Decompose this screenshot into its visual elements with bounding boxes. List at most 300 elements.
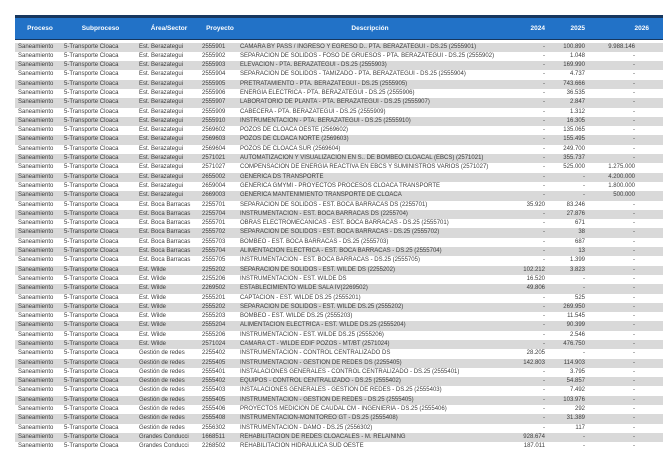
table-row bbox=[15, 145, 663, 154]
cell-y2024: - bbox=[500, 70, 552, 79]
cell-y2024: - bbox=[500, 145, 552, 154]
cell-descripcion: INSTRUMENTACIÓN - PTA. BERAZATEGUI - DS.25 (2555910) bbox=[238, 117, 500, 126]
cell-y2025: 3.823 bbox=[552, 266, 594, 275]
cell-area: Grandes Conducci bbox=[137, 433, 199, 442]
column-header-proceso: Proceso bbox=[15, 17, 62, 40]
cell-proceso: Saneamiento bbox=[15, 275, 62, 284]
table-row bbox=[15, 312, 663, 321]
cell-subproceso: 5-Transporte Cloaca bbox=[62, 154, 137, 163]
cell-proceso: Saneamiento bbox=[15, 386, 62, 395]
cell-area: Est. Wilde bbox=[137, 284, 199, 293]
cell-proyecto: 2571027 bbox=[199, 163, 238, 172]
table-row bbox=[15, 396, 663, 405]
table-row bbox=[15, 61, 663, 70]
cell-area: Est. Wilde bbox=[137, 294, 199, 303]
cell-area: Est. Berazategui bbox=[137, 52, 199, 61]
cell-y2026: - bbox=[594, 405, 663, 414]
cell-area: Est. Wilde bbox=[137, 340, 199, 349]
cell-y2024: - bbox=[500, 256, 552, 265]
cell-descripcion: GENÉRICA DS TRANSPORTE bbox=[238, 173, 500, 182]
column-header-proyecto: Proyecto bbox=[199, 17, 238, 40]
cell-y2026: - bbox=[594, 256, 663, 265]
cell-y2026: - bbox=[594, 219, 663, 228]
cell-proceso: Saneamiento bbox=[15, 284, 62, 293]
cell-proyecto: 2555905 bbox=[199, 80, 238, 89]
cell-y2024: 49.806 bbox=[500, 284, 552, 293]
cell-y2025: 2.546 bbox=[552, 331, 594, 340]
cell-descripcion: POZOS DE CLOACA NORTE (2569603) bbox=[238, 135, 500, 144]
cell-subproceso: 5-Transporte Cloaca bbox=[62, 321, 137, 330]
cell-y2025: 135.065 bbox=[552, 126, 594, 135]
cell-proceso: Saneamiento bbox=[15, 228, 62, 237]
cell-subproceso: 5-Transporte Cloaca bbox=[62, 173, 137, 182]
cell-proceso: Saneamiento bbox=[15, 98, 62, 107]
cell-y2024: - bbox=[500, 238, 552, 247]
cell-y2026: - bbox=[594, 294, 663, 303]
cell-y2025: 525 bbox=[552, 294, 594, 303]
cell-proyecto: 2555910 bbox=[199, 117, 238, 126]
cell-proceso: Saneamiento bbox=[15, 108, 62, 117]
cell-y2024: 142.803 bbox=[500, 359, 552, 368]
cell-proceso: Saneamiento bbox=[15, 80, 62, 89]
cell-descripcion: BOMBEO - EST. BOCA BARRACAS - DS.25 (2555703) bbox=[238, 238, 500, 247]
cell-descripcion: SEPARACIÓN DE SÓLIDOS - FOSO DE GRUESOS - PTA. BERAZATEGUI - DS.25 (2555902) bbox=[238, 52, 500, 61]
cell-proceso: Saneamiento bbox=[15, 377, 62, 386]
cell-y2024: 187.011 bbox=[500, 442, 552, 451]
cell-y2026: - bbox=[594, 433, 663, 442]
cell-descripcion: POZOS DE CLOACA OESTE (2569602) bbox=[238, 126, 500, 135]
cell-proyecto: 2255701 bbox=[199, 201, 238, 210]
cell-y2025: 16.305 bbox=[552, 117, 594, 126]
projects-table bbox=[15, 15, 663, 452]
cell-proyecto: 2555904 bbox=[199, 70, 238, 79]
cell-subproceso: 5-Transporte Cloaca bbox=[62, 201, 137, 210]
cell-area: Grandes Conducci bbox=[137, 442, 199, 451]
cell-y2026: - bbox=[594, 247, 663, 256]
cell-proceso: Saneamiento bbox=[15, 266, 62, 275]
table-row bbox=[15, 89, 663, 98]
cell-y2026: - bbox=[594, 266, 663, 275]
cell-y2024: 928.674 bbox=[500, 433, 552, 442]
cell-descripcion: LABORATORIO DE PLANTA - PTA. BERAZATEGUI - DS.25 (2555907) bbox=[238, 98, 500, 107]
cell-y2026: - bbox=[594, 396, 663, 405]
cell-y2025: - bbox=[552, 275, 594, 284]
cell-y2026: - bbox=[594, 331, 663, 340]
cell-subproceso: 5-Transporte Cloaca bbox=[62, 424, 137, 433]
cell-y2025: 7.492 bbox=[552, 386, 594, 395]
cell-proyecto: 2655002 bbox=[199, 173, 238, 182]
cell-descripcion: ELEVACIÓN - PTA. BERAZATEGUI - DS.25 (2555903) bbox=[238, 61, 500, 70]
cell-area: Est. Berazategui bbox=[137, 154, 199, 163]
table-row bbox=[15, 275, 663, 284]
cell-y2026: - bbox=[594, 238, 663, 247]
table-row bbox=[15, 414, 663, 423]
cell-y2025: 117 bbox=[552, 424, 594, 433]
cell-y2025: 525.000 bbox=[552, 163, 594, 172]
cell-y2026: 1.275.000 bbox=[594, 163, 663, 172]
cell-area: Est. Wilde bbox=[137, 266, 199, 275]
cell-area: Est. Berazategui bbox=[137, 126, 199, 135]
cell-descripcion: PROYECTOS MEDICION DE CAUDAL CM - INGENIERIA - DS.25 (2555406) bbox=[238, 405, 500, 414]
table-row bbox=[15, 117, 663, 126]
cell-descripcion: ALIMENTACIÓN ELECTRICA - EST. WILDE DS.25 (2555204) bbox=[238, 321, 500, 330]
cell-y2025: 155.495 bbox=[552, 135, 594, 144]
cell-proyecto: 2555401 bbox=[199, 368, 238, 377]
cell-proyecto: 2555702 bbox=[199, 228, 238, 237]
cell-y2026: - bbox=[594, 303, 663, 312]
cell-subproceso: 5-Transporte Cloaca bbox=[62, 61, 137, 70]
cell-y2025: - bbox=[552, 191, 594, 200]
cell-area: Est. Boca Barracas bbox=[137, 228, 199, 237]
cell-proyecto: 2555406 bbox=[199, 405, 238, 414]
cell-y2026: - bbox=[594, 424, 663, 433]
cell-subproceso: 5-Transporte Cloaca bbox=[62, 303, 137, 312]
cell-y2026: - bbox=[594, 377, 663, 386]
cell-y2024: - bbox=[500, 377, 552, 386]
cell-y2024: - bbox=[500, 80, 552, 89]
cell-y2026: - bbox=[594, 321, 663, 330]
cell-proyecto: 2571024 bbox=[199, 340, 238, 349]
cell-proceso: Saneamiento bbox=[15, 331, 62, 340]
cell-y2024: - bbox=[500, 219, 552, 228]
column-header-2026: 2026 bbox=[594, 17, 663, 40]
cell-proceso: Saneamiento bbox=[15, 359, 62, 368]
cell-area: Est. Boca Barracas bbox=[137, 247, 199, 256]
cell-area: Est. Berazategui bbox=[137, 89, 199, 98]
cell-y2026: - bbox=[594, 368, 663, 377]
cell-area: Gestión de redes bbox=[137, 349, 199, 358]
cell-descripcion: OBRAS ELECTROMECANICAS - EST. BOCA BARRACAS - DS.25 (2555701) bbox=[238, 219, 500, 228]
cell-y2025: 90.399 bbox=[552, 321, 594, 330]
table-row bbox=[15, 219, 663, 228]
cell-y2025: 31.389 bbox=[552, 414, 594, 423]
cell-proceso: Saneamiento bbox=[15, 201, 62, 210]
cell-descripcion: INSTRUMENTACIÓN - EST. WILDE DS bbox=[238, 275, 500, 284]
table-row bbox=[15, 368, 663, 377]
cell-subproceso: 5-Transporte Cloaca bbox=[62, 340, 137, 349]
cell-y2026: - bbox=[594, 201, 663, 210]
cell-area: Gestión de redes bbox=[137, 414, 199, 423]
cell-subproceso: 5-Transporte Cloaca bbox=[62, 135, 137, 144]
cell-y2024: 35.920 bbox=[500, 201, 552, 210]
table-row bbox=[15, 294, 663, 303]
table-body bbox=[15, 40, 663, 452]
table-row bbox=[15, 108, 663, 117]
cell-proyecto: 2569603 bbox=[199, 135, 238, 144]
cell-y2025: 11.545 bbox=[552, 312, 594, 321]
cell-proceso: Saneamiento bbox=[15, 247, 62, 256]
cell-descripcion: SEPARACIÓN DE SÓLIDOS - TAMIZADO - PTA. BERAZATEGUI - DS.25 (2555904) bbox=[238, 70, 500, 79]
cell-y2025: 103.976 bbox=[552, 396, 594, 405]
cell-y2026: - bbox=[594, 340, 663, 349]
cell-proceso: Saneamiento bbox=[15, 349, 62, 358]
cell-y2026: - bbox=[594, 117, 663, 126]
cell-proyecto: 2255704 bbox=[199, 210, 238, 219]
cell-area: Est. Wilde bbox=[137, 312, 199, 321]
cell-proyecto: 2555202 bbox=[199, 303, 238, 312]
table-row bbox=[15, 182, 663, 191]
cell-proceso: Saneamiento bbox=[15, 52, 62, 61]
cell-descripcion: EQUIPOS - CONTROL CENTRALIZADO - DS.25 (2555402) bbox=[238, 377, 500, 386]
cell-y2025: 83.246 bbox=[552, 201, 594, 210]
cell-y2024: - bbox=[500, 135, 552, 144]
cell-proceso: Saneamiento bbox=[15, 368, 62, 377]
cell-subproceso: 5-Transporte Cloaca bbox=[62, 228, 137, 237]
cell-area: Est. Wilde bbox=[137, 321, 199, 330]
cell-proyecto: 2268502 bbox=[199, 442, 238, 451]
cell-descripcion: INSTRUMENTACIÓN - GESTIÓN DE REDES DS (2255405) bbox=[238, 359, 500, 368]
cell-proyecto: 2555901 bbox=[199, 43, 238, 52]
cell-y2024: - bbox=[500, 405, 552, 414]
cell-area: Gestión de redes bbox=[137, 368, 199, 377]
cell-proyecto: 2571021 bbox=[199, 154, 238, 163]
cell-subproceso: 5-Transporte Cloaca bbox=[62, 238, 137, 247]
cell-descripcion: CAPTACIÓN - EST. WILDE DS.25 (2555201) bbox=[238, 294, 500, 303]
cell-subproceso: 5-Transporte Cloaca bbox=[62, 98, 137, 107]
cell-y2026: - bbox=[594, 98, 663, 107]
cell-y2025: - bbox=[552, 433, 594, 442]
cell-y2026: 500.000 bbox=[594, 191, 663, 200]
cell-area: Est. Berazategui bbox=[137, 117, 199, 126]
cell-subproceso: 5-Transporte Cloaca bbox=[62, 386, 137, 395]
cell-y2024: - bbox=[500, 331, 552, 340]
cell-area: Est. Berazategui bbox=[137, 135, 199, 144]
cell-proyecto: 2556302 bbox=[199, 424, 238, 433]
cell-proyecto: 2669003 bbox=[199, 191, 238, 200]
cell-y2024: - bbox=[500, 108, 552, 117]
cell-subproceso: 5-Transporte Cloaca bbox=[62, 442, 137, 451]
cell-subproceso: 5-Transporte Cloaca bbox=[62, 163, 137, 172]
cell-y2025: 38 bbox=[552, 228, 594, 237]
cell-subproceso: 5-Transporte Cloaca bbox=[62, 414, 137, 423]
cell-proceso: Saneamiento bbox=[15, 210, 62, 219]
cell-descripcion: COMPENSACIÓN DE ENERGÍA REACTIVA EN EBCS Y SUMINISTROS VARIOS (2571027) bbox=[238, 163, 500, 172]
cell-y2024: - bbox=[500, 396, 552, 405]
table-row bbox=[15, 331, 663, 340]
table-row bbox=[15, 321, 663, 330]
cell-area: Gestión de redes bbox=[137, 405, 199, 414]
cell-subproceso: 5-Transporte Cloaca bbox=[62, 247, 137, 256]
cell-y2024: - bbox=[500, 312, 552, 321]
cell-y2026: 4.200.000 bbox=[594, 173, 663, 182]
table-row bbox=[15, 135, 663, 144]
cell-y2026: - bbox=[594, 210, 663, 219]
cell-y2025: 743.666 bbox=[552, 80, 594, 89]
cell-y2025: 100.890 bbox=[552, 43, 594, 52]
cell-y2025: 54.857 bbox=[552, 377, 594, 386]
cell-subproceso: 5-Transporte Cloaca bbox=[62, 359, 137, 368]
cell-proceso: Saneamiento bbox=[15, 256, 62, 265]
table-row bbox=[15, 405, 663, 414]
table-row bbox=[15, 126, 663, 135]
cell-subproceso: 5-Transporte Cloaca bbox=[62, 182, 137, 191]
cell-proceso: Saneamiento bbox=[15, 89, 62, 98]
column-header-area-sector: Área/Sector bbox=[137, 17, 199, 40]
cell-y2025: 1.048 bbox=[552, 52, 594, 61]
cell-proceso: Saneamiento bbox=[15, 442, 62, 451]
cell-subproceso: 5-Transporte Cloaca bbox=[62, 210, 137, 219]
cell-descripcion: INSTRUMENTACIÓN - EST. BOCA BARRACAS DS (2255704) bbox=[238, 210, 500, 219]
cell-proyecto: 2269502 bbox=[199, 284, 238, 293]
cell-area: Est. Berazategui bbox=[137, 163, 199, 172]
cell-descripcion: BOMBEO - EST. WILDE DS.25 (2555203) bbox=[238, 312, 500, 321]
table-row bbox=[15, 442, 663, 451]
cell-y2025: 114.903 bbox=[552, 359, 594, 368]
cell-y2025: 36.535 bbox=[552, 89, 594, 98]
cell-y2024: - bbox=[500, 414, 552, 423]
cell-y2025: 355.737 bbox=[552, 154, 594, 163]
cell-proyecto: 2555907 bbox=[199, 98, 238, 107]
cell-y2025: 1.399 bbox=[552, 256, 594, 265]
cell-descripcion: REHABILITACIÓN HIDRÁULICA SUD OESTE bbox=[238, 442, 500, 451]
cell-subproceso: 5-Transporte Cloaca bbox=[62, 405, 137, 414]
cell-y2024: 102.212 bbox=[500, 266, 552, 275]
cell-descripcion: POZOS DE CLOACA SUR (2569604) bbox=[238, 145, 500, 154]
cell-descripcion: ALIMENTACION ELECTRICA - EST. BOCA BARRACAS - DS.25 (2555704) bbox=[238, 247, 500, 256]
cell-y2025: 687 bbox=[552, 238, 594, 247]
cell-descripcion: ENERGÍA ELÉCTRICA - PTA. BERAZATEGUI - DS.25 (2555906) bbox=[238, 89, 500, 98]
cell-proceso: Saneamiento bbox=[15, 163, 62, 172]
cell-area: Est. Boca Barracas bbox=[137, 256, 199, 265]
cell-y2024: - bbox=[500, 61, 552, 70]
cell-y2024: - bbox=[500, 424, 552, 433]
cell-y2024: - bbox=[500, 210, 552, 219]
cell-subproceso: 5-Transporte Cloaca bbox=[62, 284, 137, 293]
cell-y2024: - bbox=[500, 154, 552, 163]
table-row bbox=[15, 424, 663, 433]
cell-y2025: 1.312 bbox=[552, 108, 594, 117]
cell-y2024: - bbox=[500, 321, 552, 330]
cell-area: Est. Berazategui bbox=[137, 145, 199, 154]
cell-y2025: 27.876 bbox=[552, 210, 594, 219]
cell-proceso: Saneamiento bbox=[15, 433, 62, 442]
cell-proyecto: 2255405 bbox=[199, 359, 238, 368]
cell-area: Gestión de redes bbox=[137, 396, 199, 405]
cell-subproceso: 5-Transporte Cloaca bbox=[62, 219, 137, 228]
cell-proceso: Saneamiento bbox=[15, 414, 62, 423]
cell-area: Est. Berazategui bbox=[137, 61, 199, 70]
table-row bbox=[15, 266, 663, 275]
cell-y2026: - bbox=[594, 52, 663, 61]
table-row bbox=[15, 247, 663, 256]
cell-area: Est. Berazategui bbox=[137, 98, 199, 107]
cell-proceso: Saneamiento bbox=[15, 135, 62, 144]
table-row bbox=[15, 191, 663, 200]
cell-y2026: - bbox=[594, 284, 663, 293]
cell-subproceso: 5-Transporte Cloaca bbox=[62, 80, 137, 89]
column-header-2025: 2025 bbox=[552, 17, 594, 40]
cell-subproceso: 5-Transporte Cloaca bbox=[62, 126, 137, 135]
cell-subproceso: 5-Transporte Cloaca bbox=[62, 117, 137, 126]
cell-proyecto: 1668511 bbox=[199, 433, 238, 442]
cell-descripcion: GENÉRICA MANTENIMIENTO TRANSPORTE DE CLOACA bbox=[238, 191, 500, 200]
cell-y2024: 28.205 bbox=[500, 349, 552, 358]
table-row bbox=[15, 210, 663, 219]
cell-descripcion: INSTRUMENTACIÓN - DAMO - DS.25 (2556302) bbox=[238, 424, 500, 433]
cell-subproceso: 5-Transporte Cloaca bbox=[62, 368, 137, 377]
cell-y2025: 292 bbox=[552, 405, 594, 414]
table-row bbox=[15, 284, 663, 293]
cell-proceso: Saneamiento bbox=[15, 238, 62, 247]
cell-proceso: Saneamiento bbox=[15, 191, 62, 200]
cell-proyecto: 2555909 bbox=[199, 108, 238, 117]
cell-y2026: - bbox=[594, 145, 663, 154]
cell-proceso: Saneamiento bbox=[15, 424, 62, 433]
cell-area: Gestión de redes bbox=[137, 424, 199, 433]
cell-proceso: Saneamiento bbox=[15, 182, 62, 191]
cell-subproceso: 5-Transporte Cloaca bbox=[62, 70, 137, 79]
cell-descripcion: INSTALACIONES GENERALES - CONTROL CENTRALIZADO - DS.25 (2555401) bbox=[238, 368, 500, 377]
cell-area: Est. Wilde bbox=[137, 275, 199, 284]
cell-area: Est. Berazategui bbox=[137, 108, 199, 117]
cell-area: Est. Berazategui bbox=[137, 191, 199, 200]
cell-proyecto: 2555206 bbox=[199, 331, 238, 340]
cell-area: Est. Berazategui bbox=[137, 182, 199, 191]
cell-y2024: - bbox=[500, 303, 552, 312]
cell-y2025: - bbox=[552, 349, 594, 358]
cell-proceso: Saneamiento bbox=[15, 340, 62, 349]
cell-y2024: - bbox=[500, 247, 552, 256]
table-row bbox=[15, 201, 663, 210]
cell-proyecto: 2555903 bbox=[199, 61, 238, 70]
cell-proceso: Saneamiento bbox=[15, 117, 62, 126]
cell-subproceso: 5-Transporte Cloaca bbox=[62, 433, 137, 442]
cell-subproceso: 5-Transporte Cloaca bbox=[62, 191, 137, 200]
cell-descripcion: INSTRUMENTACIÓN-MONITOREO GT - DS.25 (2555408) bbox=[238, 414, 500, 423]
cell-y2024: - bbox=[500, 89, 552, 98]
cell-area: Gestión de redes bbox=[137, 359, 199, 368]
cell-descripcion: AUTOMATIZACION Y VISUALIZACIÓN EN S.. DE BOMBEO CLOACAL (EBCS) (2571021) bbox=[238, 154, 500, 163]
cell-descripcion: PRETRATAMIENTO - PTA. BERAZATEGUI - DS.25 (2555905) bbox=[238, 80, 500, 89]
cell-proyecto: 2555201 bbox=[199, 294, 238, 303]
cell-descripcion: INSTRUMENTACIÓN - EST. BOCA BARRACAS - DS.25 (2555705) bbox=[238, 256, 500, 265]
cell-proyecto: 2555204 bbox=[199, 321, 238, 330]
cell-descripcion: CÁMARA BY PASS / INGRESO Y EGRESO D.. PTA. BERAZATEGUI - DS.25 (2555901) bbox=[238, 43, 500, 52]
cell-subproceso: 5-Transporte Cloaca bbox=[62, 52, 137, 61]
cell-proceso: Saneamiento bbox=[15, 154, 62, 163]
cell-proceso: Saneamiento bbox=[15, 312, 62, 321]
cell-y2024: - bbox=[500, 191, 552, 200]
table-row bbox=[15, 43, 663, 52]
table-row bbox=[15, 377, 663, 386]
cell-y2024: - bbox=[500, 228, 552, 237]
cell-y2026: - bbox=[594, 154, 663, 163]
cell-descripcion: INSTRUMENTACIÓN - EST. WILDE DS.25 (2555206) bbox=[238, 331, 500, 340]
cell-subproceso: 5-Transporte Cloaca bbox=[62, 256, 137, 265]
cell-y2024: - bbox=[500, 126, 552, 135]
cell-y2025: - bbox=[552, 182, 594, 191]
cell-subproceso: 5-Transporte Cloaca bbox=[62, 43, 137, 52]
cell-y2026: - bbox=[594, 442, 663, 451]
cell-area: Est. Berazategui bbox=[137, 80, 199, 89]
cell-y2026: - bbox=[594, 89, 663, 98]
cell-subproceso: 5-Transporte Cloaca bbox=[62, 377, 137, 386]
cell-area: Est. Wilde bbox=[137, 303, 199, 312]
cell-proyecto: 2555906 bbox=[199, 89, 238, 98]
cell-y2025: - bbox=[552, 442, 594, 451]
cell-descripcion: SEPARACIÓN DE SÓLIDOS - EST. WILDE DS (2255202) bbox=[238, 266, 500, 275]
cell-proyecto: 2255202 bbox=[199, 266, 238, 275]
cell-y2024: - bbox=[500, 98, 552, 107]
cell-y2026: - bbox=[594, 61, 663, 70]
cell-proceso: Saneamiento bbox=[15, 145, 62, 154]
cell-subproceso: 5-Transporte Cloaca bbox=[62, 145, 137, 154]
cell-descripcion: GENÉRICA GMYMI - PROYECTOS PROCESOS CLOACA TRANSPORTE bbox=[238, 182, 500, 191]
cell-y2026: - bbox=[594, 80, 663, 89]
cell-proyecto: 2555408 bbox=[199, 414, 238, 423]
cell-y2024: - bbox=[500, 368, 552, 377]
cell-subproceso: 5-Transporte Cloaca bbox=[62, 89, 137, 98]
